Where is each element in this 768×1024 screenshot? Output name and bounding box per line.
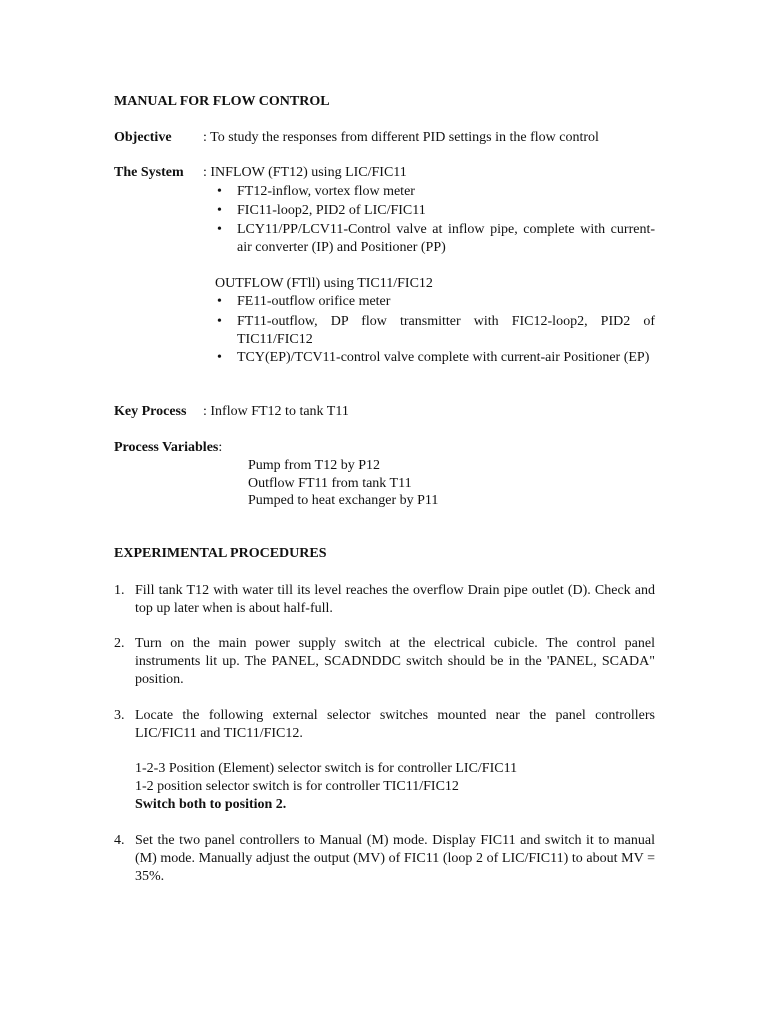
process-variables-colon: : [218, 440, 223, 455]
inflow-item: • LCY11/PP/LCV11-Control valve at inflow pipe, complete with current-air converter (IP) and Positioner (PP) [217, 222, 655, 255]
inflow-heading: : INFLOW (FT12) using LIC/FIC11 [203, 165, 407, 180]
step-number: 4. [114, 833, 125, 848]
step-text: Set the two panel controllers to Manual (M) mode. Display FIC11 and switch it to manual (M) mode. Manually adjust the output (MV) of FIC11 (loop 2 of LIC/FIC11) to about MV = 35%. [135, 833, 655, 884]
outflow-item: • FT11-outflow, DP flow transmitter with FIC12-loop2, PID2 of TIC11/FIC12 [217, 314, 655, 347]
key-process-text: : Inflow FT12 to tank T11 [203, 404, 349, 419]
step-text: Fill tank T12 with water till its level reaches the overflow Drain pipe outlet (D). Check and top up later when is about half-full. [135, 583, 655, 616]
bullet-icon: • [217, 203, 222, 218]
bullet-icon: • [217, 222, 222, 237]
step-number: 3. [114, 708, 125, 723]
selector-switch-line: 1-2 position selector switch is for controller TIC11/FIC12 [135, 779, 459, 794]
procedures-heading: EXPERIMENTAL PROCEDURES [114, 546, 327, 561]
bullet-icon: • [217, 294, 222, 309]
step-number: 2. [114, 636, 125, 651]
step-text: Turn on the main power supply switch at the electrical cubicle. The control panel instruments lit up. The PANEL, SCADNDDC switch should be in the 'PANEL, SCADA" position. [135, 636, 655, 687]
bullet-icon: • [217, 184, 222, 199]
bullet-icon: • [217, 314, 222, 329]
outflow-item: • FE11-outflow orifice meter [217, 294, 391, 309]
objective-text: : To study the responses from different PID settings in the flow control [203, 130, 599, 145]
system-label: The System [114, 165, 184, 180]
switch-instruction: Switch both to position 2. [135, 797, 287, 812]
inflow-item: • FIC11-loop2, PID2 of LIC/FIC11 [217, 203, 426, 218]
key-process-label: Key Process [114, 404, 187, 419]
document-title: MANUAL FOR FLOW CONTROL [114, 94, 330, 109]
step-text: Locate the following external selector switches mounted near the panel controllers LIC/FIC11 and TIC11/FIC12. [135, 708, 655, 741]
process-variable-line: Pumped to heat exchanger by P11 [248, 493, 439, 508]
step-number: 1. [114, 583, 125, 598]
bullet-icon: • [217, 350, 222, 365]
process-variables-label: Process Variables [114, 440, 219, 455]
process-variables-heading [114, 439, 222, 457]
objective-label: Objective [114, 130, 172, 145]
process-variable-line: Outflow FT11 from tank T11 [248, 476, 412, 491]
outflow-heading: OUTFLOW (FTll) using TIC11/FIC12 [215, 276, 433, 291]
process-variable-line: Pump from T12 by P12 [248, 458, 380, 473]
selector-switch-line: 1-2-3 Position (Element) selector switch is for controller LIC/FIC11 [135, 761, 518, 776]
inflow-item: • FT12-inflow, vortex flow meter [217, 184, 415, 199]
outflow-item: • TCY(EP)/TCV11-control valve complete with current-air Positioner (EP) [217, 350, 650, 365]
